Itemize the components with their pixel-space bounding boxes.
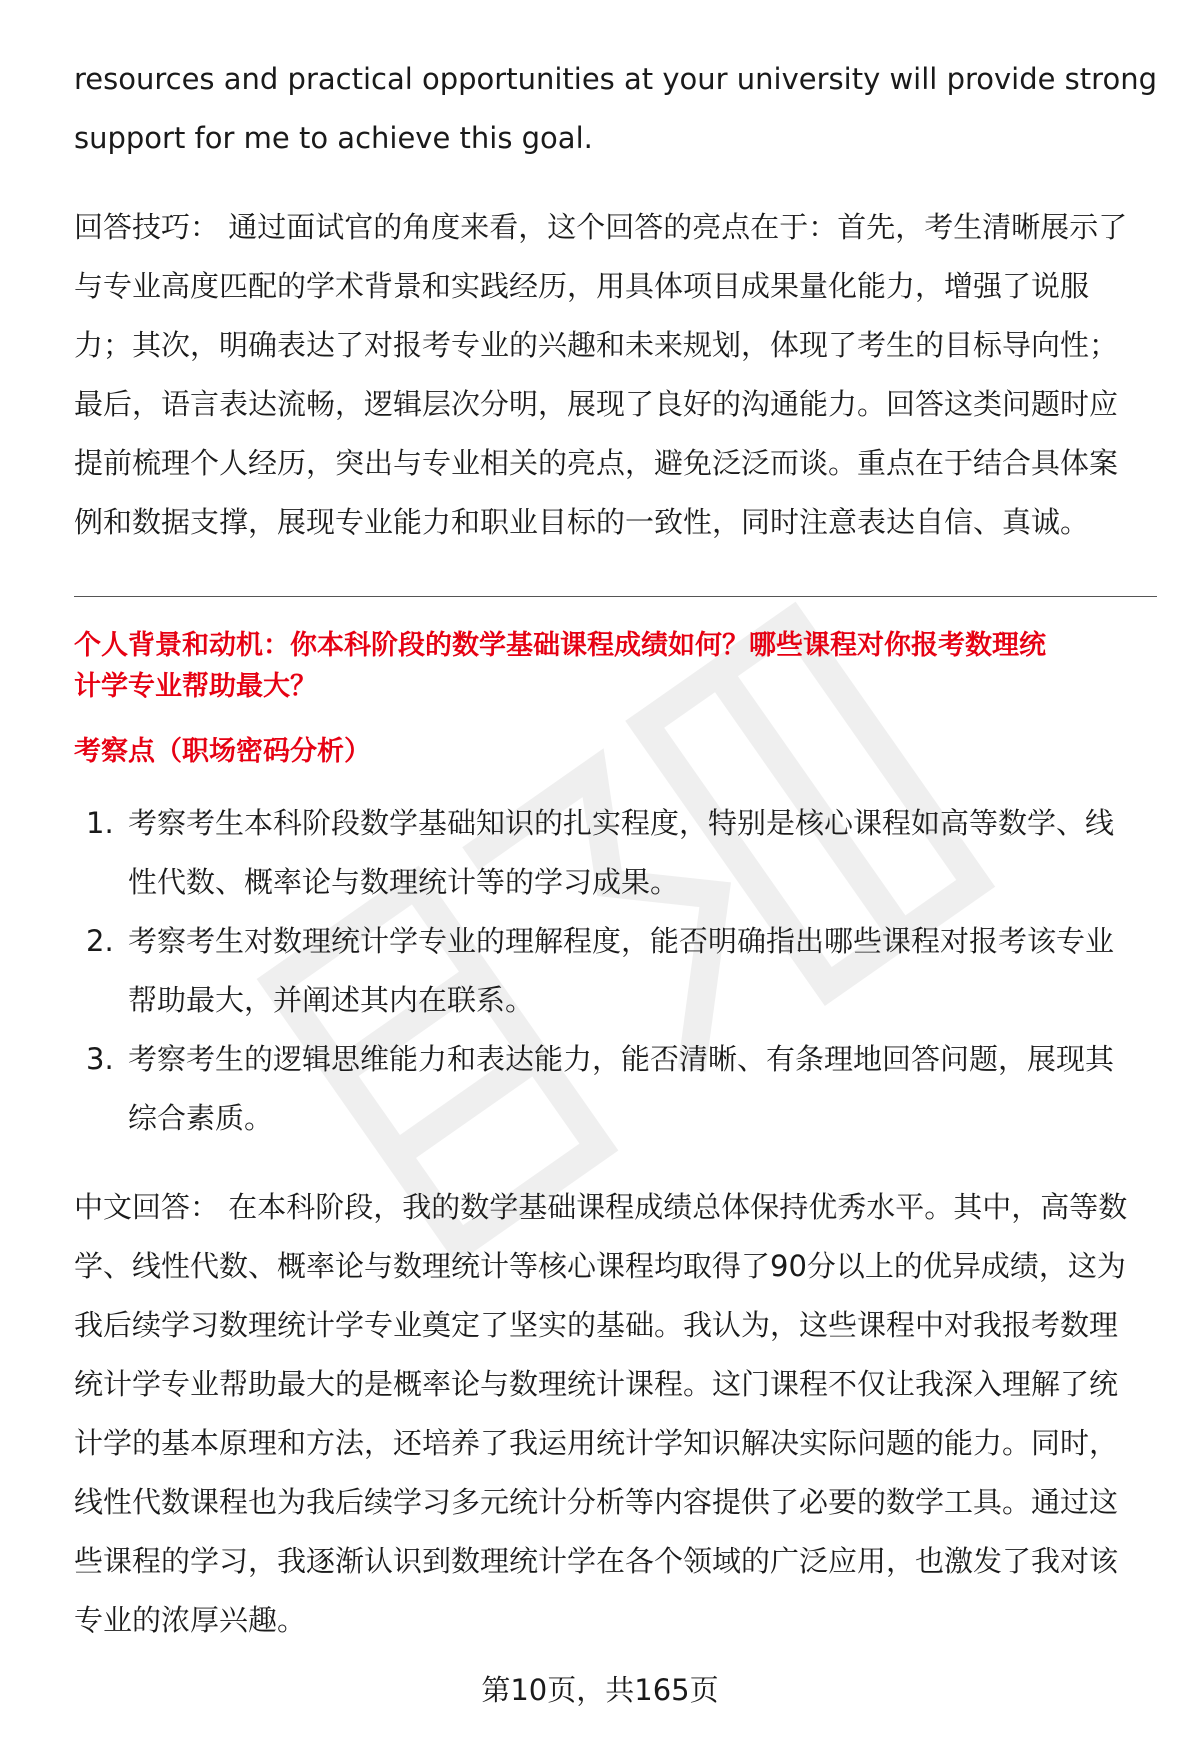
text-line: 统计学专业帮助最大的是概率论与数理统计课程。这门课程不仅让我深入理解了统 <box>74 1367 1119 1401</box>
intro-english-paragraph <box>74 50 1157 168</box>
text-line: 中文回答： 在本科阶段，我的数学基础课程成绩总体保持优秀水平。其中，高等数 <box>74 1190 1128 1224</box>
focus-list <box>74 794 1157 1148</box>
focus-heading: 考察点（职场密码分析） <box>74 736 371 767</box>
text-line: support for me to achieve this goal. <box>74 121 593 155</box>
list-number: 1. <box>86 806 114 840</box>
heading-line: 个人背景和动机：你本科阶段的数学基础课程成绩如何？哪些课程对你报考数理统 <box>74 630 1046 661</box>
text-line: 专业的浓厚兴趣。 <box>74 1603 307 1637</box>
chinese-answer-paragraph <box>74 1178 1157 1650</box>
text-line: 回答技巧： 通过面试官的角度来看，这个回答的亮点在于：首先，考生清晰展示了 <box>74 210 1128 244</box>
text-line: 考察考生的逻辑思维能力和表达能力，能否清晰、有条理地回答问题，展现其 <box>128 1042 1115 1076</box>
text-line: 些课程的学习，我逐渐认识到数理统计学在各个领域的广泛应用，也激发了我对该 <box>74 1544 1119 1578</box>
text-line: 考察考生对数理统计学专业的理解程度，能否明确指出哪些课程对报考该专业 <box>128 924 1115 958</box>
heading-line: 计学专业帮助最大？ <box>74 671 317 702</box>
question-heading <box>74 625 1157 707</box>
document-page <box>74 50 1157 1650</box>
text-line: 例和数据支撑，展现专业能力和职业目标的一致性，同时注意表达自信、真诚。 <box>74 505 1090 539</box>
list-item <box>74 794 1157 912</box>
text-line: 综合素质。 <box>128 1101 274 1135</box>
text-line: 计学的基本原理和方法，还培养了我运用统计学知识解决实际问题的能力。同时， <box>74 1426 1119 1460</box>
text-line: 与专业高度匹配的学术背景和实践经历，用具体项目成果量化能力，增强了说服 <box>74 269 1090 303</box>
page-number-footer: 第10页，共165页 <box>481 1673 719 1707</box>
text-line: 学、线性代数、概率论与数理统计等核心课程均取得了90分以上的优异成绩，这为 <box>74 1249 1126 1283</box>
text-line: 提前梳理个人经历，突出与专业相关的亮点，避免泛泛而谈。重点在于结合具体案 <box>74 446 1119 480</box>
text-line: resources and practical opportunities at your university will provide strong <box>74 62 1157 96</box>
answer-tips-paragraph <box>74 198 1157 552</box>
list-number: 2. <box>86 924 114 958</box>
text-line: 线性代数课程也为我后续学习多元统计分析等内容提供了必要的数学工具。通过这 <box>74 1485 1119 1519</box>
list-item <box>74 912 1157 1030</box>
list-number: 3. <box>86 1042 114 1076</box>
text-line: 最后，语言表达流畅，逻辑层次分明，展现了良好的沟通能力。回答这类问题时应 <box>74 387 1119 421</box>
text-line: 我后续学习数理统计学专业奠定了坚实的基础。我认为，这些课程中对我报考数理 <box>74 1308 1119 1342</box>
text-line: 考察考生本科阶段数学基础知识的扎实程度，特别是核心课程如高等数学、线 <box>128 806 1115 840</box>
text-line: 帮助最大，并阐述其内在联系。 <box>128 983 535 1017</box>
text-line: 性代数、概率论与数理统计等的学习成果。 <box>128 865 680 899</box>
text-line: 力；其次，明确表达了对报考专业的兴趣和未来规划，体现了考生的目标导向性； <box>74 328 1119 362</box>
list-item <box>74 1030 1157 1148</box>
